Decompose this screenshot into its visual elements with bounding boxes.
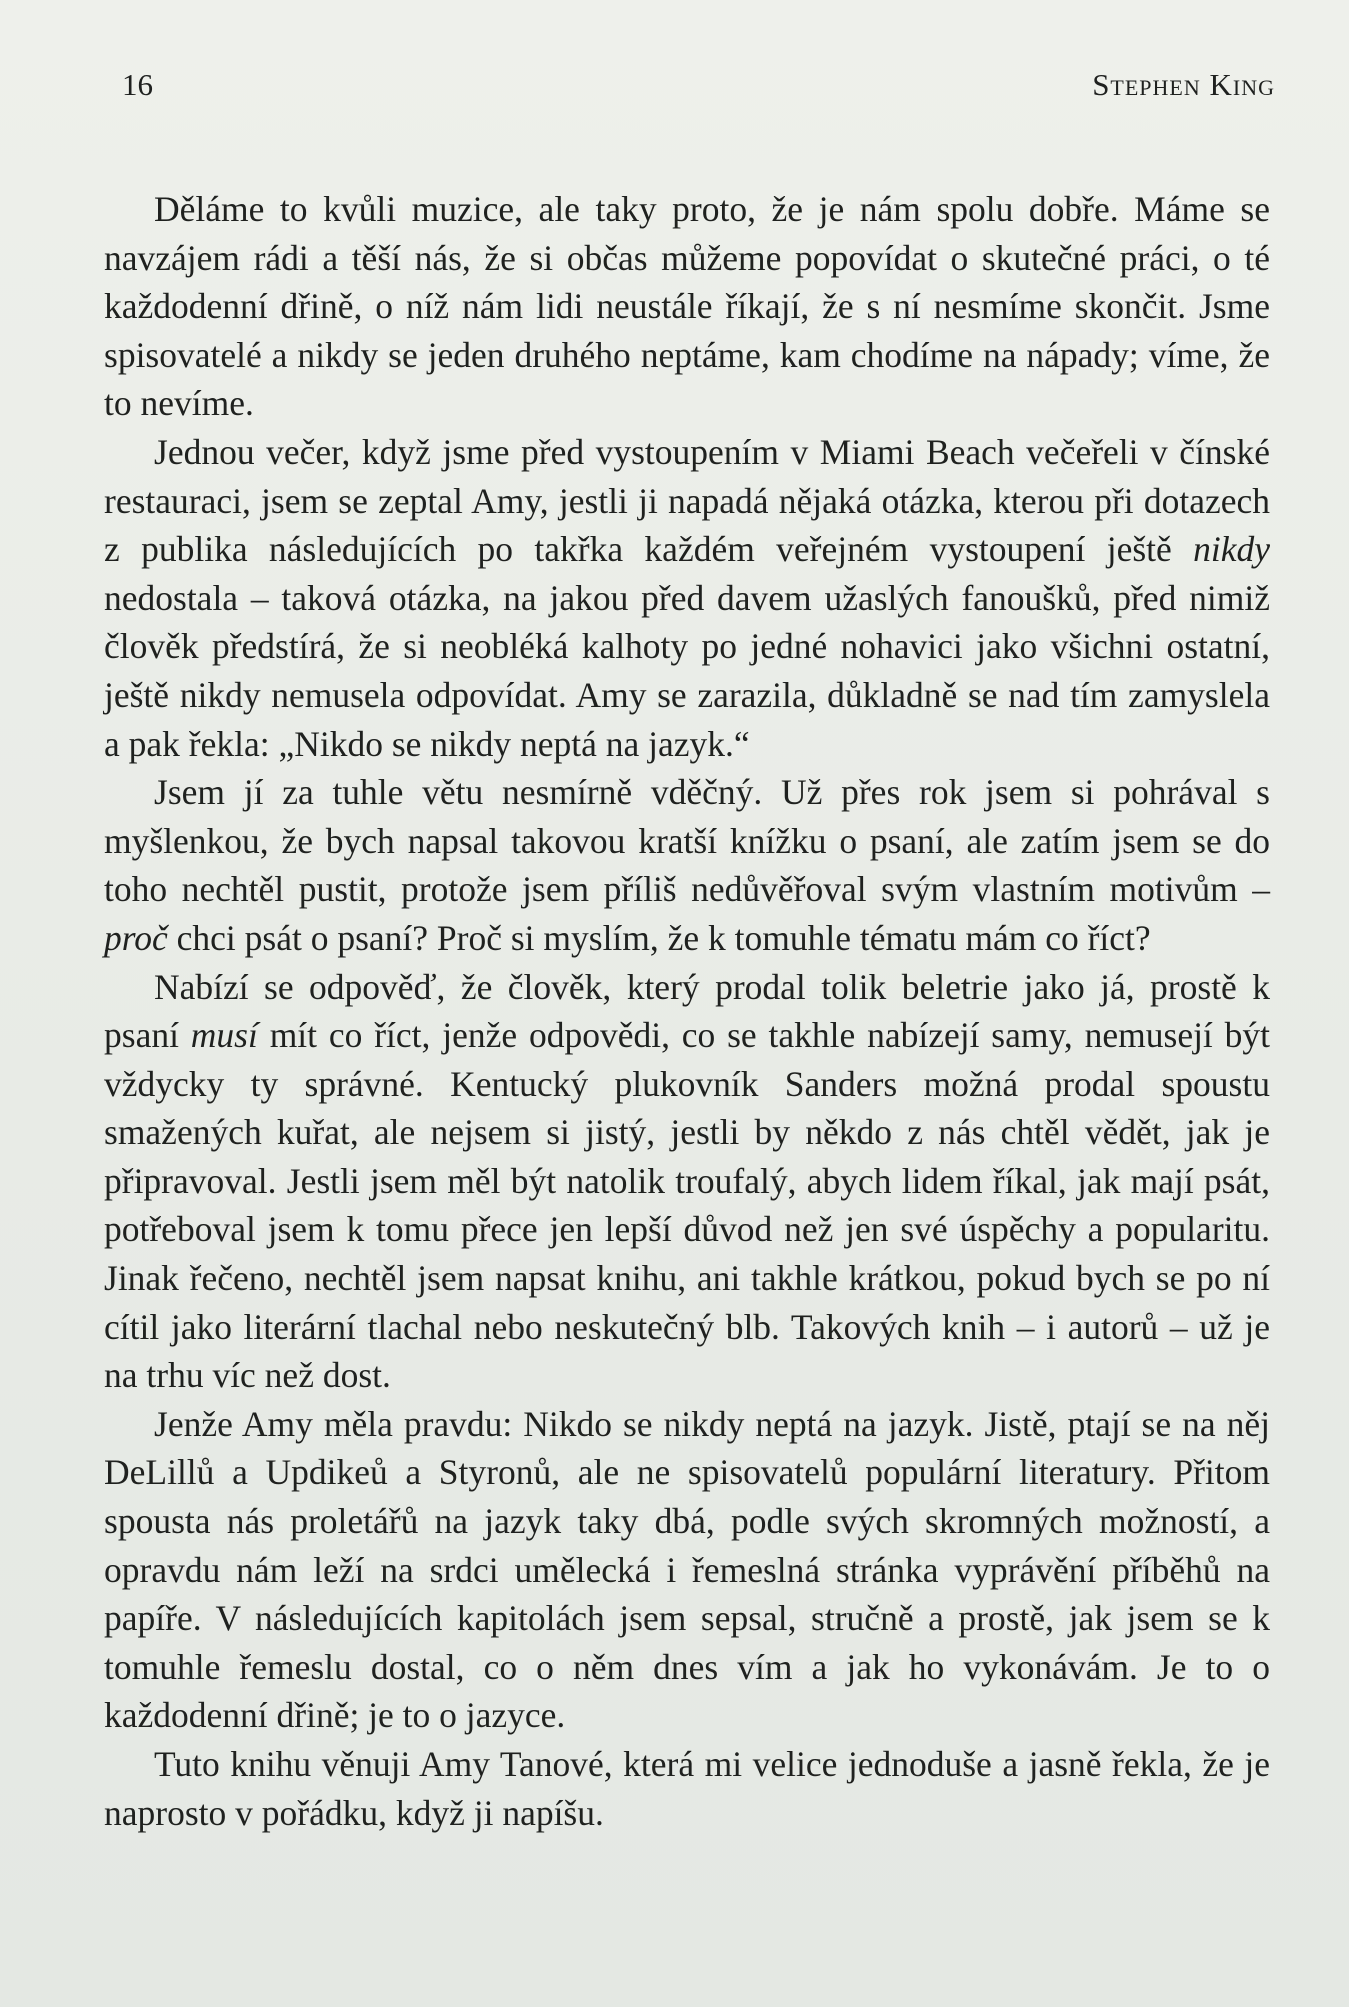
paragraph-text: nedostala – taková otázka, na jakou před davem užaslých fanoušků, před nimiž člověk předstírá, že si neobléká kalhoty po jedné nohavici jako všichni ostatní, ještě nikdy nemusela odpovídat. Amy se zarazila, důkladně se nad tím zamyslela a pak řekla: „Nikdo se nikdy neptá na jazyk.“: [104, 577, 1270, 764]
paragraph: [104, 963, 1270, 1400]
page-header: [122, 60, 1275, 110]
paragraph: [104, 1400, 1270, 1740]
paragraph-text: Jsem jí za tuhle větu nesmírně vděčný. Už přes rok jsem si pohrával s myšlenkou, že bych napsal takovou kratší knížku o psaní, ale zatím jsem se do toho nechtěl pustit, protože jsem příliš nedůvěřoval svým vlastním motivům –: [104, 772, 1270, 910]
paragraph: [104, 1740, 1270, 1837]
paragraph-text: Tuto knihu věnuji Amy Tanové, která mi velice jednoduše a jasně řekla, že je naprosto v pořádku, když ji napíšu.: [104, 1744, 1270, 1833]
paragraph: [104, 428, 1270, 768]
paragraph-text: Jenže Amy měla pravdu: Nikdo se nikdy neptá na jazyk. Jistě, ptají se na něj DeLillů a Updikeů a Styronů, ale ne spisovatelů populární literatury. Přitom spousta nás proletářů na jazyk taky dbá, podle svých skromných možností, a opravdu nám leží na srdci umělecká i řemeslná stránka vyprávění příběhů na papíře. V následujících kapitolách jsem sepsal, stručně a prostě, jak jsem se k tomuhle řemeslu dostal, co o něm dnes vím a jak ho vykonávám. Je to o každodenní dřině; je to o jazyce.: [104, 1403, 1270, 1736]
paragraph-text: mít co říct, jenže odpovědi, co se takhle nabízejí samy, nemusejí být vždycky ty správné. Kentucký plukovník Sanders možná prodal spoustu smažených kuřat, ale nejsem si jistý, jestli by někdo z nás chtěl vědět, jak je připravoval. Jestli jsem měl být natolik troufalý, abych lidem říkal, jak mají psát, potřeboval jsem k tomu přece jen lepší důvod než jen své úspěchy a popularitu. Jinak řečeno, nechtěl jsem napsat knihu, ani takhle krátkou, pokud bych se po ní cítil jako literární tlachal nebo neskutečný blb. Takových knih – i autorů – už je na trhu víc než dost.: [104, 1015, 1270, 1396]
body-text: [104, 185, 1270, 1837]
running-head-author: Stephen King: [1092, 67, 1275, 102]
page-number: 16: [122, 67, 153, 102]
emphasized-word: nikdy: [1193, 529, 1270, 570]
paragraph-text: chci psát o psaní? Proč si myslím, že k tomuhle tématu mám co říct?: [167, 917, 1151, 958]
paragraph-text: Jednou večer, když jsme před vystoupením v Miami Beach večeřeli v čínské restauraci, jsem se zeptal Amy, jestli ji napadá nějaká otázka, kterou při dotazech z publika následujících po takřka každém veřejném vystoupení ještě: [104, 431, 1270, 570]
paragraph-text: Děláme to kvůli muzice, ale taky proto, že je nám spolu dobře. Máme se navzájem rádi a těší nás, že si občas můžeme popovídat o skutečné práci, o té každodenní dřině, o níž nám lidi neustále říkají, že s ní nesmíme skončit. Jsme spisovatelé a nikdy se jeden druhého neptáme, kam chodíme na nápady; víme, že to nevíme.: [104, 189, 1270, 424]
emphasized-word: proč: [104, 917, 168, 958]
paragraph-text: Nabízí se odpověď, že člověk, který prodal tolik beletrie jako já, prostě k psaní: [104, 966, 1270, 1056]
paragraph: [104, 768, 1270, 962]
paragraph: [104, 185, 1270, 428]
emphasized-word: musí: [190, 1015, 258, 1056]
